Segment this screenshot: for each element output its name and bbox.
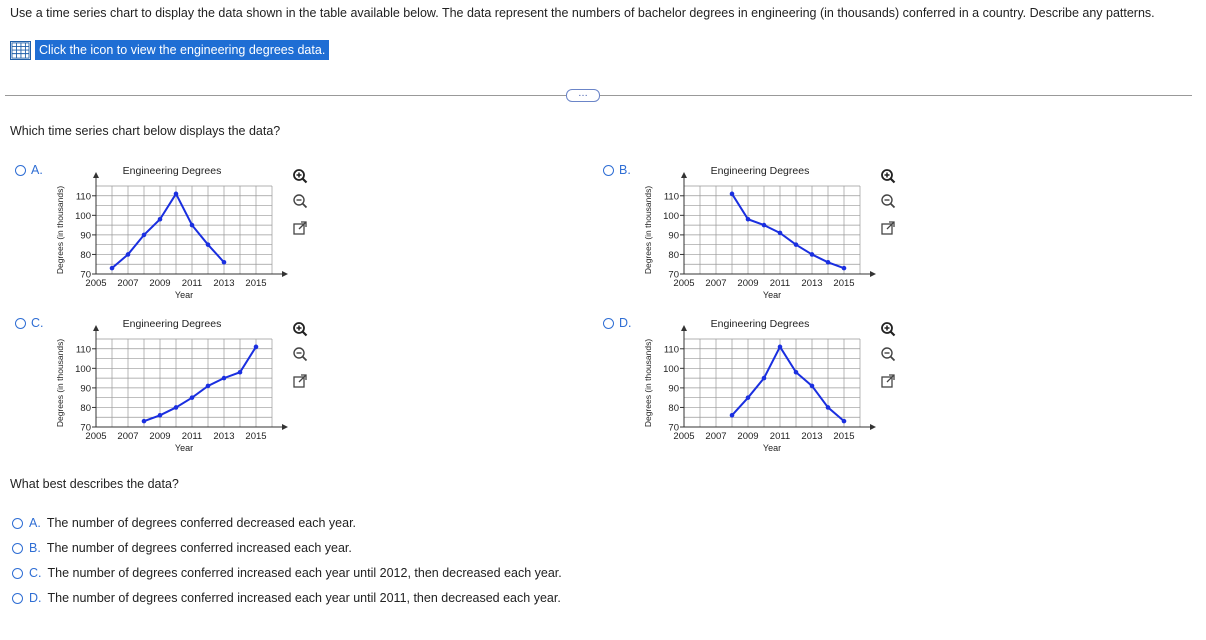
x-tick-label: 2011 (769, 431, 791, 442)
y-tick-label: 90 (668, 383, 679, 395)
answer-d-text: The number of degrees conferred increased each year until 2011, then decreased each year. (47, 591, 561, 605)
x-tick-label: 2011 (181, 278, 203, 289)
radio-b[interactable] (603, 165, 614, 176)
x-tick-label: 2013 (801, 278, 823, 289)
chart-option-a[interactable] (15, 163, 43, 177)
y-axis-label: Degrees (in thousands) (55, 185, 65, 275)
answer-option-d[interactable] (12, 591, 561, 605)
data-point (174, 192, 179, 197)
x-tick-label: 2013 (801, 431, 823, 442)
y-tick-label: 100 (75, 363, 91, 375)
series-line (732, 194, 844, 268)
data-point (238, 370, 243, 375)
y-axis-label: Degrees (in thousands) (643, 185, 653, 275)
data-link-label[interactable]: Click the icon to view the engineering degrees data. (35, 40, 329, 60)
answer-a-text: The number of degrees conferred decreased each year. (46, 516, 357, 530)
data-point (142, 233, 147, 238)
radio-d[interactable] (603, 318, 614, 329)
answer-radio-a[interactable] (12, 518, 23, 529)
chart-option-c[interactable] (15, 316, 44, 330)
x-tick-label: 2009 (737, 278, 759, 289)
x-tick-label: 2007 (117, 431, 139, 442)
question-2: What best describes the data? (10, 477, 179, 491)
popout-icon[interactable] (292, 220, 308, 241)
x-tick-label: 2013 (213, 278, 235, 289)
y-tick-label: 100 (663, 210, 679, 222)
x-tick-label: 2005 (673, 431, 695, 442)
y-tick-label: 80 (668, 249, 679, 261)
zoom-out-icon[interactable] (880, 346, 896, 367)
y-tick-label: 90 (668, 230, 679, 242)
y-tick-label: 70 (80, 422, 91, 434)
data-point (794, 370, 799, 375)
chart-title: Engineering Degrees (710, 165, 810, 177)
data-point (206, 242, 211, 247)
x-tick-label: 2011 (181, 431, 203, 442)
instructions: Use a time series chart to display the data shown in the table available below. The data represent the numbers of bachelor degrees in engineering (in thousands) conferred in a country. Describe any patterns. (10, 6, 1155, 20)
series-line (144, 347, 256, 421)
y-axis-arrow (681, 172, 687, 178)
data-point (142, 419, 147, 424)
data-point (730, 413, 735, 418)
data-point (190, 223, 195, 228)
x-tick-label: 2005 (85, 431, 107, 442)
data-point (842, 266, 847, 271)
data-point (254, 345, 259, 350)
answer-radio-d[interactable] (12, 593, 23, 604)
data-point (842, 419, 847, 424)
data-point (174, 405, 179, 410)
x-tick-label: 2009 (149, 431, 171, 442)
y-tick-label: 70 (668, 269, 679, 281)
data-point (778, 345, 783, 350)
data-point (206, 384, 211, 389)
y-tick-label: 110 (663, 191, 679, 203)
x-tick-label: 2015 (245, 278, 267, 289)
radio-c[interactable] (15, 318, 26, 329)
answer-radio-b[interactable] (12, 543, 23, 554)
chart-title: Engineering Degrees (122, 165, 222, 177)
x-axis-label: Year (174, 443, 194, 453)
x-tick-label: 2005 (85, 278, 107, 289)
answer-c-letter: C. (29, 566, 42, 580)
series-line (112, 194, 224, 268)
zoom-out-icon[interactable] (292, 193, 308, 214)
x-axis-arrow (282, 271, 288, 277)
y-axis-label: Degrees (in thousands) (55, 338, 65, 428)
popout-icon[interactable] (880, 373, 896, 394)
data-point (126, 252, 131, 257)
series-line (732, 347, 844, 421)
x-axis-label: Year (762, 290, 782, 300)
data-point (762, 223, 767, 228)
table-icon[interactable] (10, 41, 31, 60)
data-point (190, 395, 195, 400)
x-tick-label: 2007 (117, 278, 139, 289)
data-point (794, 242, 799, 247)
radio-a[interactable] (15, 165, 26, 176)
chart-title: Engineering Degrees (710, 318, 810, 330)
answer-option-a[interactable] (12, 516, 356, 530)
y-tick-label: 110 (663, 344, 679, 356)
x-axis-label: Year (762, 443, 782, 453)
y-tick-label: 110 (75, 344, 91, 356)
answer-radio-c[interactable] (12, 568, 23, 579)
y-tick-label: 80 (80, 249, 91, 261)
question-1: Which time series chart below displays the data? (10, 124, 281, 138)
chart-option-d[interactable] (603, 316, 632, 330)
data-point (222, 376, 227, 381)
answer-option-b[interactable] (12, 541, 352, 555)
y-tick-label: 110 (75, 191, 91, 203)
x-axis-arrow (870, 424, 876, 430)
data-point (762, 376, 767, 381)
x-tick-label: 2013 (213, 431, 235, 442)
y-axis-arrow (681, 325, 687, 331)
data-point (222, 260, 227, 265)
option-b-letter: B. (619, 163, 631, 177)
zoom-in-icon[interactable] (292, 168, 308, 189)
x-tick-label: 2009 (737, 431, 759, 442)
answer-option-c[interactable] (12, 566, 562, 580)
x-axis-arrow (870, 271, 876, 277)
option-a-letter: A. (31, 163, 43, 177)
data-point (110, 266, 115, 271)
option-c-letter: C. (31, 316, 44, 330)
data-point (810, 384, 815, 389)
zoom-out-icon[interactable] (292, 346, 308, 367)
popout-icon[interactable] (292, 373, 308, 394)
y-tick-label: 90 (80, 230, 91, 242)
x-tick-label: 2015 (833, 278, 855, 289)
data-point (810, 252, 815, 257)
answer-b-letter: B. (29, 541, 41, 555)
zoom-out-icon[interactable] (880, 193, 896, 214)
y-tick-label: 100 (663, 363, 679, 375)
answer-b-text: The number of degrees conferred increased each year. (46, 541, 352, 555)
x-axis-label: Year (174, 290, 194, 300)
data-link[interactable] (10, 39, 329, 61)
answer-c-text: The number of degrees conferred increased each year until 2012, then decreased each year. (47, 566, 562, 580)
x-tick-label: 2015 (245, 431, 267, 442)
y-tick-label: 70 (668, 422, 679, 434)
data-point (158, 413, 163, 418)
data-point (746, 395, 751, 400)
y-axis-arrow (93, 172, 99, 178)
x-tick-label: 2007 (705, 278, 727, 289)
data-point (826, 260, 831, 265)
zoom-in-icon[interactable] (880, 168, 896, 189)
y-tick-label: 80 (80, 402, 91, 414)
x-tick-label: 2011 (769, 278, 791, 289)
more-button[interactable]: … (566, 89, 600, 102)
y-tick-label: 80 (668, 402, 679, 414)
chart-title: Engineering Degrees (122, 318, 222, 330)
answer-d-letter: D. (29, 591, 42, 605)
data-point (778, 231, 783, 236)
data-point (826, 405, 831, 410)
y-tick-label: 70 (80, 269, 91, 281)
x-axis-arrow (282, 424, 288, 430)
zoom-in-icon[interactable] (292, 321, 308, 342)
data-point (158, 217, 163, 222)
y-axis-label: Degrees (in thousands) (643, 338, 653, 428)
option-d-letter: D. (619, 316, 632, 330)
y-tick-label: 100 (75, 210, 91, 222)
y-axis-arrow (93, 325, 99, 331)
x-tick-label: 2015 (833, 431, 855, 442)
popout-icon[interactable] (880, 220, 896, 241)
answer-a-letter: A. (29, 516, 41, 530)
chart-option-b[interactable] (603, 163, 631, 177)
x-tick-label: 2007 (705, 431, 727, 442)
x-tick-label: 2005 (673, 278, 695, 289)
y-tick-label: 90 (80, 383, 91, 395)
zoom-in-icon[interactable] (880, 321, 896, 342)
x-tick-label: 2009 (149, 278, 171, 289)
data-point (730, 192, 735, 197)
data-point (746, 217, 751, 222)
